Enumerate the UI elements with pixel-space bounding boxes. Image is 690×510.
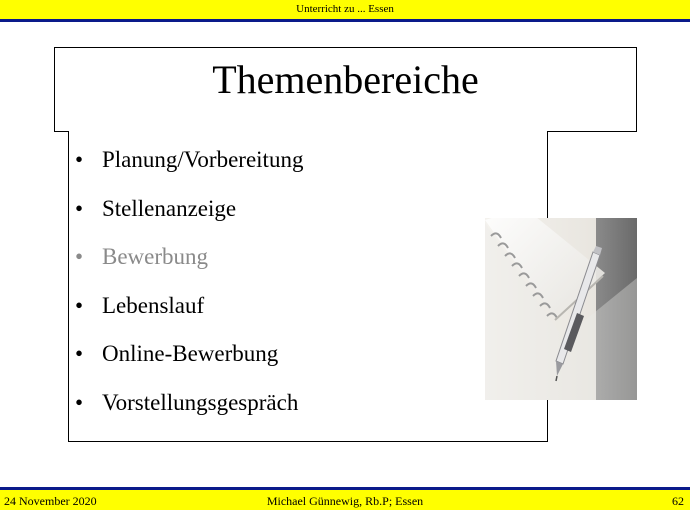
title-box xyxy=(54,47,637,132)
footer-date: 24 November 2020 xyxy=(4,494,97,508)
footer-bar xyxy=(0,487,690,510)
bullet-text: Planung/Vorbereitung xyxy=(102,147,304,172)
header-text: Unterricht zu ... Essen xyxy=(296,3,394,15)
bullet-item xyxy=(75,293,204,319)
bullet-text: Vorstellungsgespräch xyxy=(102,390,299,415)
slide-title: Themenbereiche xyxy=(212,57,479,102)
notebook-pen-illustration xyxy=(485,218,637,400)
bullet-item xyxy=(75,147,303,173)
notebook-pen-image xyxy=(485,218,637,400)
bullet-item xyxy=(75,341,278,367)
bullet-item xyxy=(75,196,236,222)
bullet-text: Stellenanzeige xyxy=(102,196,237,221)
bullet-marker: • xyxy=(75,196,84,221)
bullet-marker: • xyxy=(75,341,84,366)
content-box xyxy=(68,131,548,442)
bullet-marker: • xyxy=(75,390,84,415)
bullet-marker: • xyxy=(75,293,84,318)
page-number: 62 xyxy=(672,494,684,508)
footer-author: Michael Günnewig, Rb.P; Essen xyxy=(266,494,424,508)
header-bar xyxy=(0,0,690,22)
bullet-item xyxy=(75,244,208,270)
bullet-marker: • xyxy=(75,244,84,269)
bullet-text: Lebenslauf xyxy=(102,293,205,318)
bullet-text: Online-Bewerbung xyxy=(102,341,279,366)
bullet-marker: • xyxy=(75,147,84,172)
bullet-item xyxy=(75,390,298,416)
bullet-text: Bewerbung xyxy=(102,244,209,269)
